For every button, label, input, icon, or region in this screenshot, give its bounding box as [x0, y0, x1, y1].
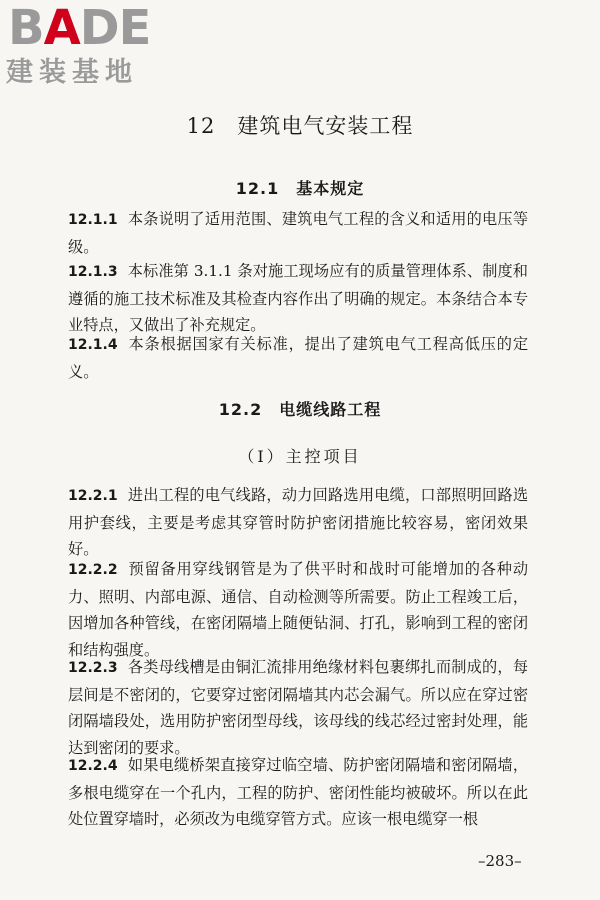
- bade-logo: [6, 2, 176, 94]
- section-title-12-1: 12.1 基本规定: [235, 179, 365, 198]
- clause-12-2-4: 12.2.4 如果电缆桥架直接穿过临空墙、防护密闭隔墙和密闭隔墙，多根电缆穿在一个孔内，工程的防护、密闭性能均被破坏。所以在此处位置穿墙时，必须改为电缆穿管方式。应该一根电缆穿一根: [68, 756, 528, 828]
- clause-12-1-4: 12.1.4 本条根据国家有关标准，提出了建筑电气工程高低压的定义。: [68, 335, 528, 381]
- clause-12-2-3: 12.2.3 各类母线槽是由铜汇流排用绝缘材料包裹绑扎而制成的，每层间是不密闭的，它要穿过密闭隔墙其内芯会漏气。所以应在穿过密闭隔墙段处，选用防护密闭型母线，该母线的线芯经过密封处理，能达到密闭的要求。: [68, 658, 528, 757]
- page-number: –283–: [478, 852, 522, 870]
- clause-12-1-3: 12.1.3 本标准第 3.1.1 条对施工现场应有的质量管理体系、制度和遵循的施工技术标准及其检查内容作出了明确的规定。本条结合本专业特点，又做出了补充规定。: [68, 262, 528, 334]
- section-title-12-2: 12.2 电缆线路工程: [218, 400, 382, 419]
- chapter-title: 12 建筑电气安装工程: [186, 114, 414, 138]
- logo-subtitle: 建装基地: [6, 57, 138, 88]
- logo-mark: BADE: [8, 0, 151, 56]
- clause-12-1-1: 12.1.1 本条说明了适用范围、建筑电气工程的含义和适用的电压等级。: [68, 210, 528, 256]
- clause-12-2-1: 12.2.1 进出工程的电气线路，动力回路选用电缆，口部照明回路选用护套线，主要是考虑其穿管时防护密闭措施比较容易，密闭效果好。: [68, 486, 528, 558]
- clause-12-2-2: 12.2.2 预留备用穿线钢管是为了供平时和战时可能增加的各种动力、照明、内部电源、通信、自动检测等所需要。防止工程竣工后，因增加各种管线，在密闭隔墙上随便钻洞、打孔，影响到工程的密闭和结构强度。: [68, 560, 528, 659]
- subsection-title: （Ⅰ）主控项目: [238, 447, 362, 466]
